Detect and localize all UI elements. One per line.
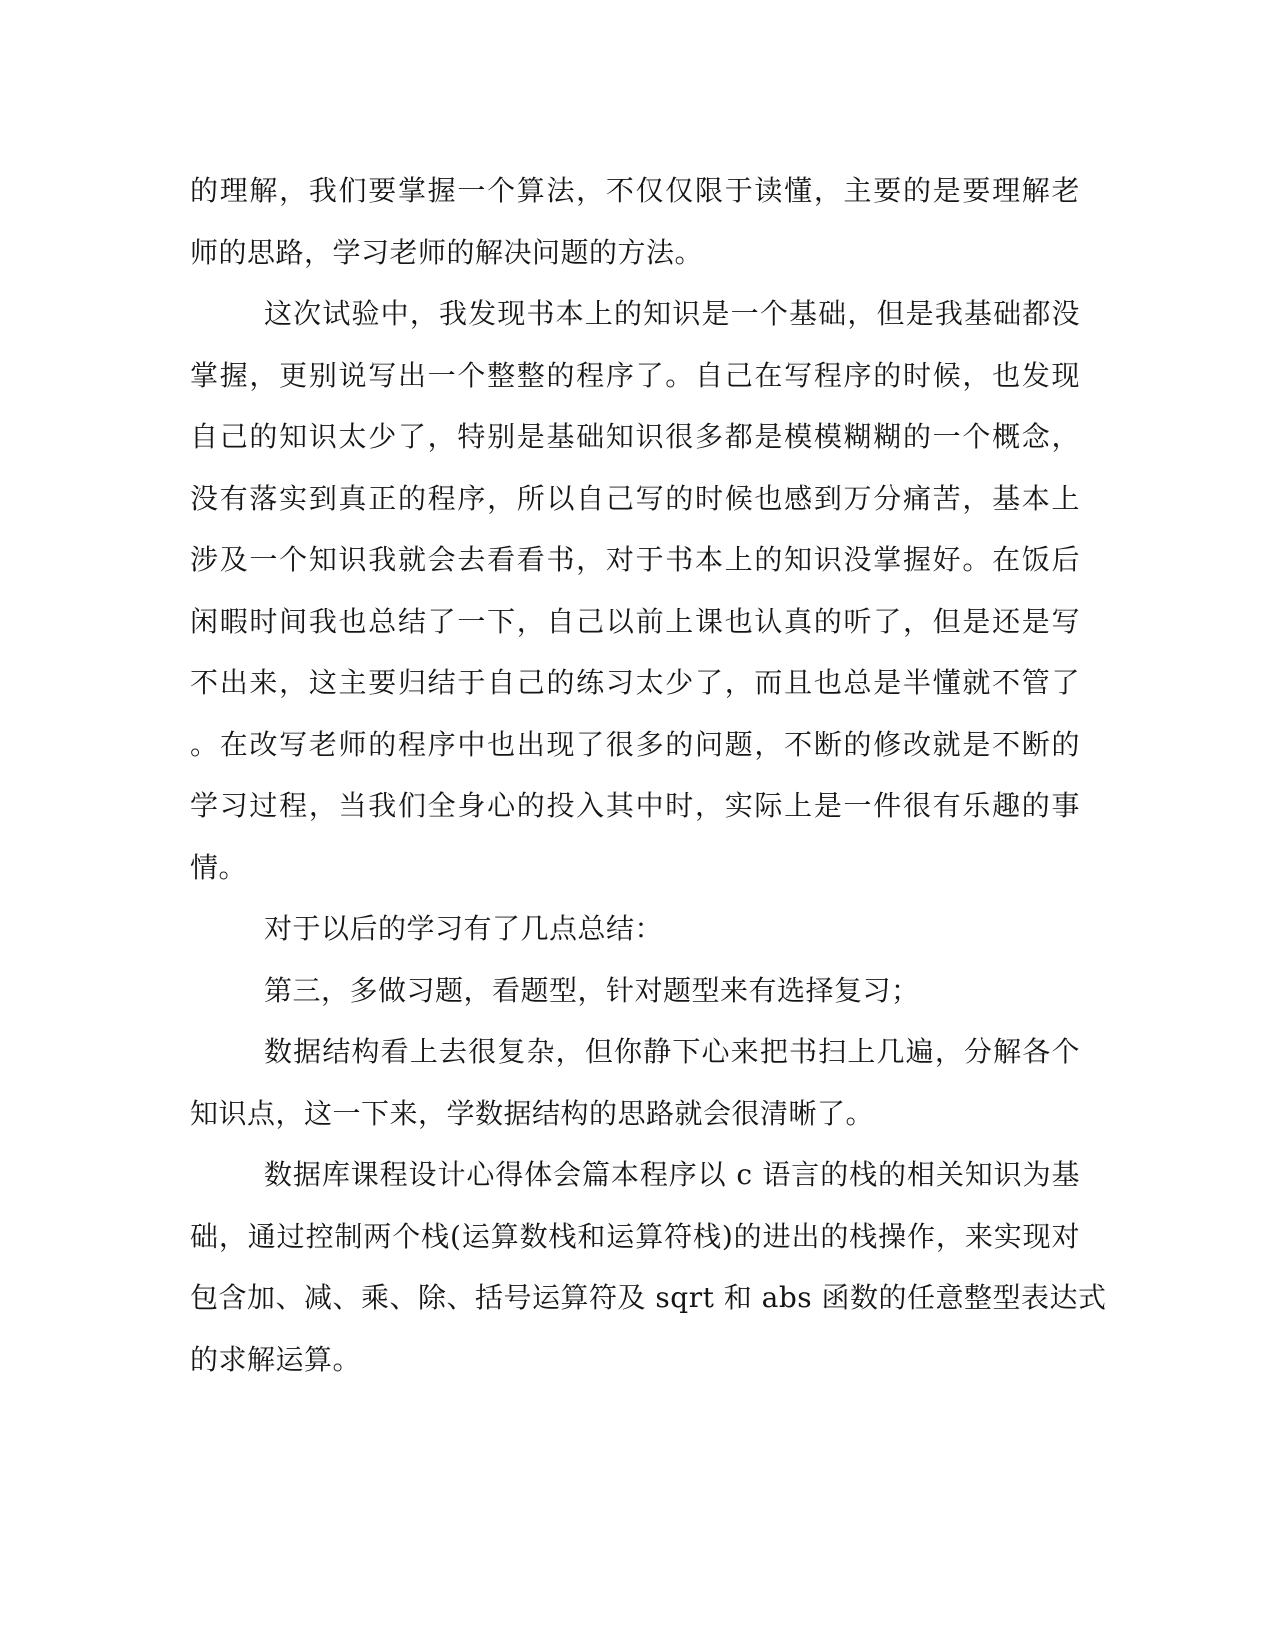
text-line: 涉及一个知识我就会去看看书，对于书本上的知识没掌握好。在饭后 — [190, 543, 1080, 576]
text-line: 数据结构看上去很复杂，但你静下心来把书扫上几遍，分解各个 — [264, 1035, 1080, 1068]
paragraph — [190, 960, 1080, 1022]
paragraph — [190, 160, 1080, 283]
paragraph — [190, 283, 1080, 898]
text-line: 知识点，这一下来，学数据结构的思路就会很清晰了。 — [190, 1096, 875, 1130]
text-line: 包含加、减、乘、除、括号运算符及 sqrt 和 abs 函数的任意整型表达式 — [190, 1281, 1107, 1314]
text-line: 对于以后的学习有了几点总结： — [264, 912, 664, 945]
text-line: 第三，多做习题，看题型，针对题型来有选择复习； — [264, 973, 920, 1007]
text-line: 数据库课程设计心得体会篇本程序以 c 语言的栈的相关知识为基 — [264, 1158, 1080, 1191]
text-line: 情。 — [190, 850, 248, 884]
document-body — [190, 160, 1107, 1390]
text-line: 闲暇时间我也总结了一下，自己以前上课也认真的听了，但是还是写 — [190, 604, 1080, 638]
text-line: 础，通过控制两个栈(运算数栈和运算符栈)的进出的栈操作，来实现对 — [190, 1219, 1080, 1253]
text-line: 师的思路，学习老师的解决问题的方法。 — [190, 235, 704, 269]
text-line: 自己的知识太少了，特别是基础知识很多都是模模糊糊的一个概念， — [190, 420, 1080, 453]
text-line: 。在改写老师的程序中也出现了很多的问题，不断的修改就是不断的 — [190, 727, 1080, 761]
paragraph — [190, 1021, 1080, 1144]
paragraph — [190, 898, 1080, 960]
text-line: 这次试验中，我发现书本上的知识是一个基础，但是我基础都没 — [264, 297, 1080, 330]
text-line: 学习过程，当我们全身心的投入其中时，实际上是一件很有乐趣的事 — [190, 789, 1080, 822]
text-line: 的理解，我们要掌握一个算法，不仅仅限于读懂，主要的是要理解老 — [190, 174, 1080, 207]
text-line: 的求解运算。 — [190, 1342, 362, 1376]
text-line: 不出来，这主要归结于自己的练习太少了，而且也总是半懂就不管了 — [190, 666, 1080, 699]
paragraph — [190, 1144, 1107, 1390]
text-line: 没有落实到真正的程序，所以自己写的时候也感到万分痛苦，基本上 — [190, 481, 1080, 515]
text-line: 掌握，更别说写出一个整整的程序了。自己在写程序的时候，也发现 — [190, 358, 1080, 392]
